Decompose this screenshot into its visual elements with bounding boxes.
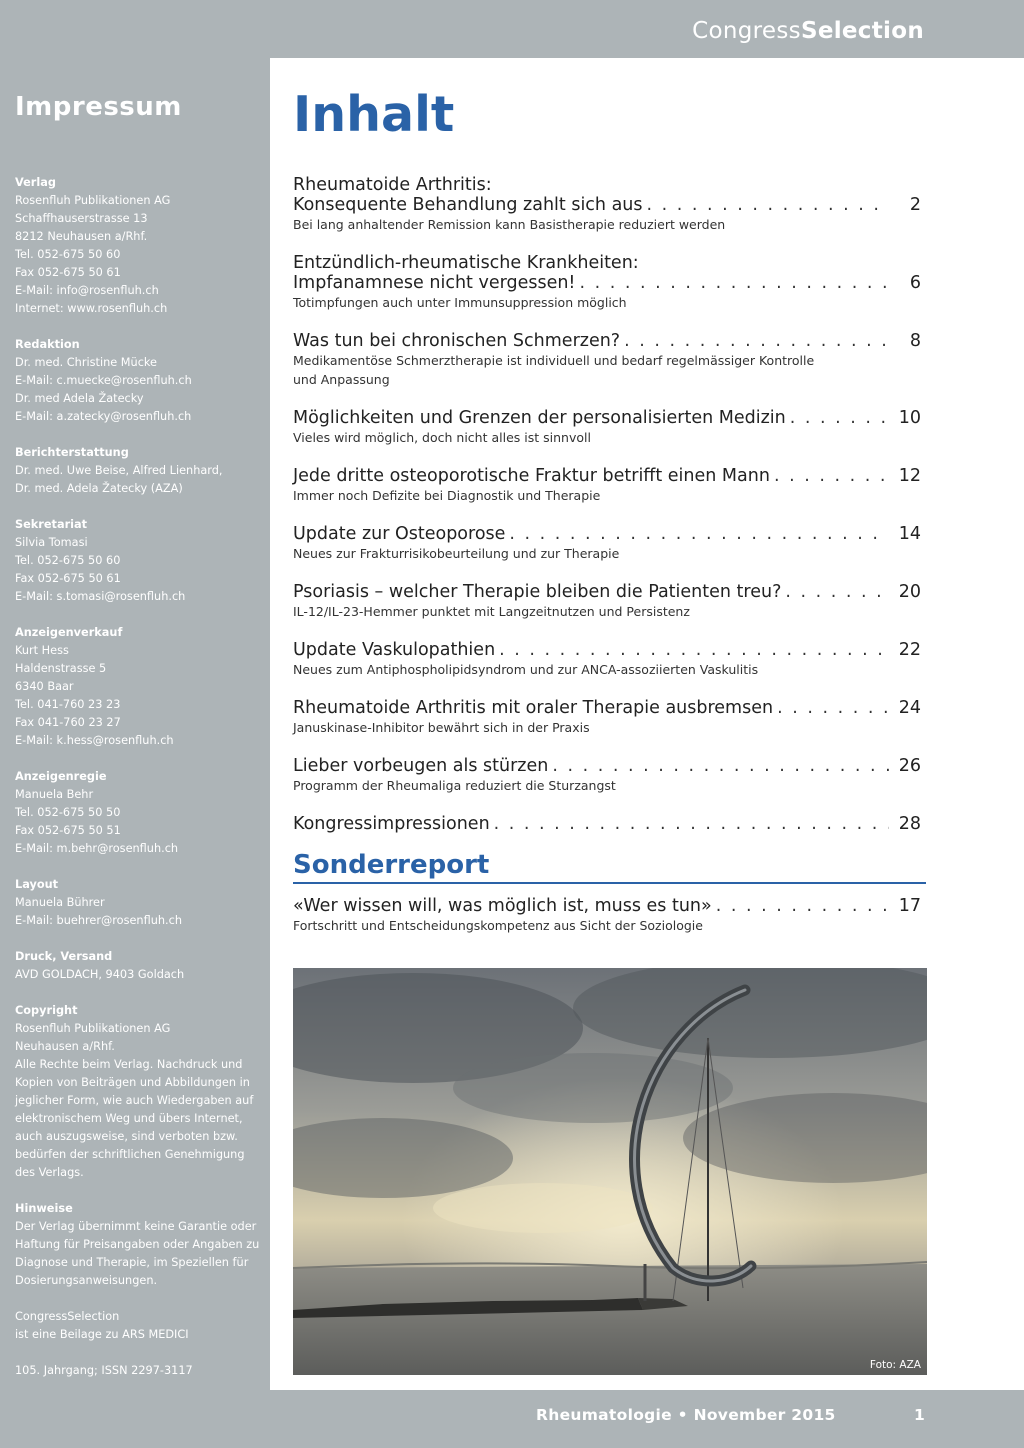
impressum-section-heading: Berichterstattung xyxy=(15,446,129,459)
impressum-section-heading: Anzeigenregie xyxy=(15,770,107,783)
impressum-line: Haldenstrasse 5 xyxy=(15,662,107,675)
impressum-line: Diagnose und Therapie, im Speziellen für xyxy=(15,1256,249,1269)
toc-entry-subtitle: Vieles wird möglich, doch nicht alles ist sinnvoll xyxy=(293,430,591,445)
impressum-line: Silvia Tomasi xyxy=(15,536,88,549)
impressum-line: E-Mail: info@rosenfluh.ch xyxy=(15,284,159,297)
dot-leader xyxy=(509,524,889,544)
sonderreport-heading: Sonderreport xyxy=(293,850,926,884)
impressum-line: CongressSelection xyxy=(15,1310,120,1323)
impressum-title: Impressum xyxy=(15,92,182,122)
toc-entry[interactable] xyxy=(293,896,921,935)
toc-entry-title: Lieber vorbeugen als stürzen xyxy=(293,756,549,776)
photo-credit: Foto: AZA xyxy=(869,1359,921,1371)
impressum-section-heading: Redaktion xyxy=(15,338,80,351)
toc-entry-page: 28 xyxy=(898,814,921,834)
impressum-line: Fax 052-675 50 61 xyxy=(15,266,121,279)
toc-entry-subtitle: Januskinase-Inhibitor bewährt sich in der Praxis xyxy=(293,720,590,735)
toc-entry-page: 14 xyxy=(898,524,921,544)
impressum-line: Manuela Bührer xyxy=(15,896,105,909)
impressum-line: Kurt Hess xyxy=(15,644,69,657)
toc-entry[interactable] xyxy=(293,175,921,234)
impressum-line: Dosierungsanweisungen. xyxy=(15,1274,158,1287)
impressum-section xyxy=(15,768,263,858)
page-number: 1 xyxy=(914,1406,925,1424)
impressum-section-heading: Anzeigenverkauf xyxy=(15,626,123,639)
impressum-section-heading: Hinweise xyxy=(15,1202,73,1215)
impressum-line: Fax 041-760 23 27 xyxy=(15,716,121,729)
impressum-section-heading: Layout xyxy=(15,878,59,891)
impressum-section xyxy=(15,444,263,498)
toc-entry-title: Was tun bei chronischen Schmerzen? xyxy=(293,331,621,351)
toc-entry-subtitle: Bei lang anhaltender Remission kann Basistherapie reduziert werden xyxy=(293,217,726,232)
toc-entry-page: 2 xyxy=(909,195,921,215)
toc-entry-title: Impfanamnese nicht vergessen! xyxy=(293,273,576,293)
impressum-line: Tel. 052-675 50 60 xyxy=(15,554,121,567)
toc-entry-kicker: Rheumatoide Arthritis: xyxy=(293,175,492,195)
impressum-section-heading: Verlag xyxy=(15,176,56,189)
impressum-line: E-Mail: k.hess@rosenfluh.ch xyxy=(15,734,174,747)
impressum-section xyxy=(15,948,263,984)
toc-entry[interactable] xyxy=(293,698,921,737)
toc-entry-title: Update zur Osteoporose xyxy=(293,524,506,544)
impressum-line: Fax 052-675 50 61 xyxy=(15,572,121,585)
impressum-section xyxy=(15,1362,263,1380)
toc-entry-subtitle: Medikamentöse Schmerztherapie ist individuell und bedarf regelmässiger Kontrolle xyxy=(293,353,815,368)
toc-entry-page: 6 xyxy=(909,273,921,293)
impressum-line: Dr. med Adela Žatecky xyxy=(15,392,144,405)
toc-entry-title: Rheumatoide Arthritis mit oraler Therapie ausbremsen xyxy=(293,698,774,718)
impressum-line: Internet: www.rosenfluh.ch xyxy=(15,302,168,315)
toc-entry-page: 24 xyxy=(898,698,921,718)
impressum-section-heading: Sekretariat xyxy=(15,518,88,531)
impressum-section xyxy=(15,1200,263,1290)
impressum-line: Dr. med. Christine Mücke xyxy=(15,356,157,369)
impressum-line: E-Mail: m.behr@rosenfluh.ch xyxy=(15,842,179,855)
dot-leader xyxy=(499,640,889,660)
toc-entry-page: 8 xyxy=(909,331,921,351)
issue-info: Rheumatologie • November 2015 xyxy=(536,1406,836,1424)
impressum-line: auch auszugsweise, sind verboten bzw. xyxy=(15,1130,238,1143)
brand-logo: CongressSelection xyxy=(692,18,924,44)
impressum-section xyxy=(15,516,263,606)
dot-leader xyxy=(552,756,889,776)
impressum-section-heading: Copyright xyxy=(15,1004,78,1017)
toc-entry-subtitle: Neues zum Antiphospholipidsyndrom und zur ANCA-assoziierten Vaskulitis xyxy=(293,662,759,677)
dot-leader xyxy=(716,896,889,916)
toc-entry-title: Psoriasis – welcher Therapie bleiben die Patienten treu? xyxy=(293,582,782,602)
toc-entry[interactable] xyxy=(293,756,921,795)
toc-entry[interactable] xyxy=(293,640,921,679)
impressum-line: Der Verlag übernimmt keine Garantie oder xyxy=(15,1220,257,1233)
impressum-line: Dr. med. Uwe Beise, Alfred Lienhard, xyxy=(15,464,223,477)
toc-entry[interactable] xyxy=(293,814,921,834)
impressum-line: elektronischem Weg und übers Internet, xyxy=(15,1112,243,1125)
dot-leader xyxy=(579,273,889,293)
impressum-line: Rosenfluh Publikationen AG xyxy=(15,194,171,207)
impressum-section-heading: Druck, Versand xyxy=(15,950,113,963)
impressum-line: jeglicher Form, wie auch Wiedergaben auf xyxy=(15,1094,254,1107)
toc-entry[interactable] xyxy=(293,582,921,621)
impressum-line: Schaffhauserstrasse 13 xyxy=(15,212,148,225)
sonderreport-list xyxy=(293,896,921,954)
dot-leader xyxy=(774,466,889,486)
impressum-sidebar xyxy=(15,92,263,1398)
toc-entry[interactable] xyxy=(293,524,921,563)
toc-entry-page: 17 xyxy=(898,896,921,916)
impressum-line: AVD GOLDACH, 9403 Goldach xyxy=(15,968,185,981)
dot-leader xyxy=(785,582,889,602)
impressum-line: des Verlags. xyxy=(15,1166,84,1179)
cover-photo xyxy=(293,968,927,1375)
impressum-section xyxy=(15,336,263,426)
toc-entry-kicker: Entzündlich-rheumatische Krankheiten: xyxy=(293,253,639,273)
contents-panel xyxy=(270,58,1024,1390)
sculpture-photo xyxy=(293,968,927,1375)
impressum-line: Rosenfluh Publikationen AG xyxy=(15,1022,171,1035)
impressum-line: Kopien von Beiträgen und Abbildungen in xyxy=(15,1076,250,1089)
impressum-line: Tel. 041-760 23 23 xyxy=(15,698,121,711)
impressum-line: E-Mail: buehrer@rosenfluh.ch xyxy=(15,914,182,927)
toc-entry[interactable] xyxy=(293,466,921,505)
impressum-line: Neuhausen a/Rhf. xyxy=(15,1040,115,1053)
impressum-section xyxy=(15,174,263,318)
toc-entry-title: Konsequente Behandlung zahlt sich aus xyxy=(293,195,643,215)
toc-entry-subtitle: Immer noch Defizite bei Diagnostik und Therapie xyxy=(293,488,601,503)
impressum-line: Tel. 052-675 50 50 xyxy=(15,806,121,819)
toc-entry[interactable] xyxy=(293,253,921,312)
toc-entry-page: 20 xyxy=(898,582,921,602)
toc-entry-title: «Wer wissen will, was möglich ist, muss es tun» xyxy=(293,896,712,916)
toc-entry[interactable] xyxy=(293,331,921,389)
impressum-line: E-Mail: a.zatecky@rosenfluh.ch xyxy=(15,410,192,423)
page-title: Inhalt xyxy=(293,86,455,143)
impressum-line: Tel. 052-675 50 60 xyxy=(15,248,121,261)
impressum-line: ist eine Beilage zu ARS MEDICI xyxy=(15,1328,189,1341)
impressum-line: 105. Jahrgang; ISSN 2297-3117 xyxy=(15,1364,193,1377)
toc-entry-page: 10 xyxy=(898,408,921,428)
toc-entry-subtitle: Neues zur Frakturrisikobeurteilung und zur Therapie xyxy=(293,546,620,561)
impressum-line: E-Mail: s.tomasi@rosenfluh.ch xyxy=(15,590,186,603)
impressum-section xyxy=(15,1308,263,1344)
dot-leader xyxy=(647,195,889,215)
table-of-contents xyxy=(293,175,921,853)
toc-entry-title: Möglichkeiten und Grenzen der personalisierten Medizin xyxy=(293,408,786,428)
toc-entry[interactable] xyxy=(293,408,921,447)
impressum-line: E-Mail: c.muecke@rosenfluh.ch xyxy=(15,374,192,387)
impressum-line: Haftung für Preisangaben oder Angaben zu xyxy=(15,1238,260,1251)
dot-leader xyxy=(624,331,889,351)
toc-entry-subtitle: Totimpfungen auch unter Immunsuppression möglich xyxy=(293,295,627,310)
impressum-line: Dr. med. Adela Žatecky (AZA) xyxy=(15,482,183,495)
toc-entry-subtitle: und Anpassung xyxy=(293,372,390,387)
impressum-section xyxy=(15,1002,263,1182)
impressum-section xyxy=(15,876,263,930)
impressum-line: Alle Rechte beim Verlag. Nachdruck und xyxy=(15,1058,243,1071)
toc-entry-title: Update Vaskulopathien xyxy=(293,640,496,660)
toc-entry-page: 26 xyxy=(898,756,921,776)
dot-leader xyxy=(790,408,889,428)
toc-entry-page: 12 xyxy=(898,466,921,486)
impressum-line: Manuela Behr xyxy=(15,788,94,801)
impressum-line: 6340 Baar xyxy=(15,680,74,693)
dot-leader xyxy=(494,814,889,834)
dot-leader xyxy=(777,698,889,718)
impressum-section xyxy=(15,624,263,750)
toc-entry-title: Kongressimpressionen xyxy=(293,814,490,834)
impressum-line: Fax 052-675 50 51 xyxy=(15,824,121,837)
toc-entry-subtitle: IL-12/IL-23-Hemmer punktet mit Langzeitnutzen und Persistenz xyxy=(293,604,690,619)
toc-entry-subtitle: Fortschritt und Entscheidungskompetenz aus Sicht der Soziologie xyxy=(293,918,703,933)
impressum-line: bedürfen der schriftlichen Genehmigung xyxy=(15,1148,245,1161)
toc-entry-title: Jede dritte osteoporotische Fraktur betrifft einen Mann xyxy=(293,466,770,486)
impressum-line: 8212 Neuhausen a/Rhf. xyxy=(15,230,148,243)
toc-entry-page: 22 xyxy=(898,640,921,660)
toc-entry-subtitle: Programm der Rheumaliga reduziert die Sturzangst xyxy=(293,778,616,793)
